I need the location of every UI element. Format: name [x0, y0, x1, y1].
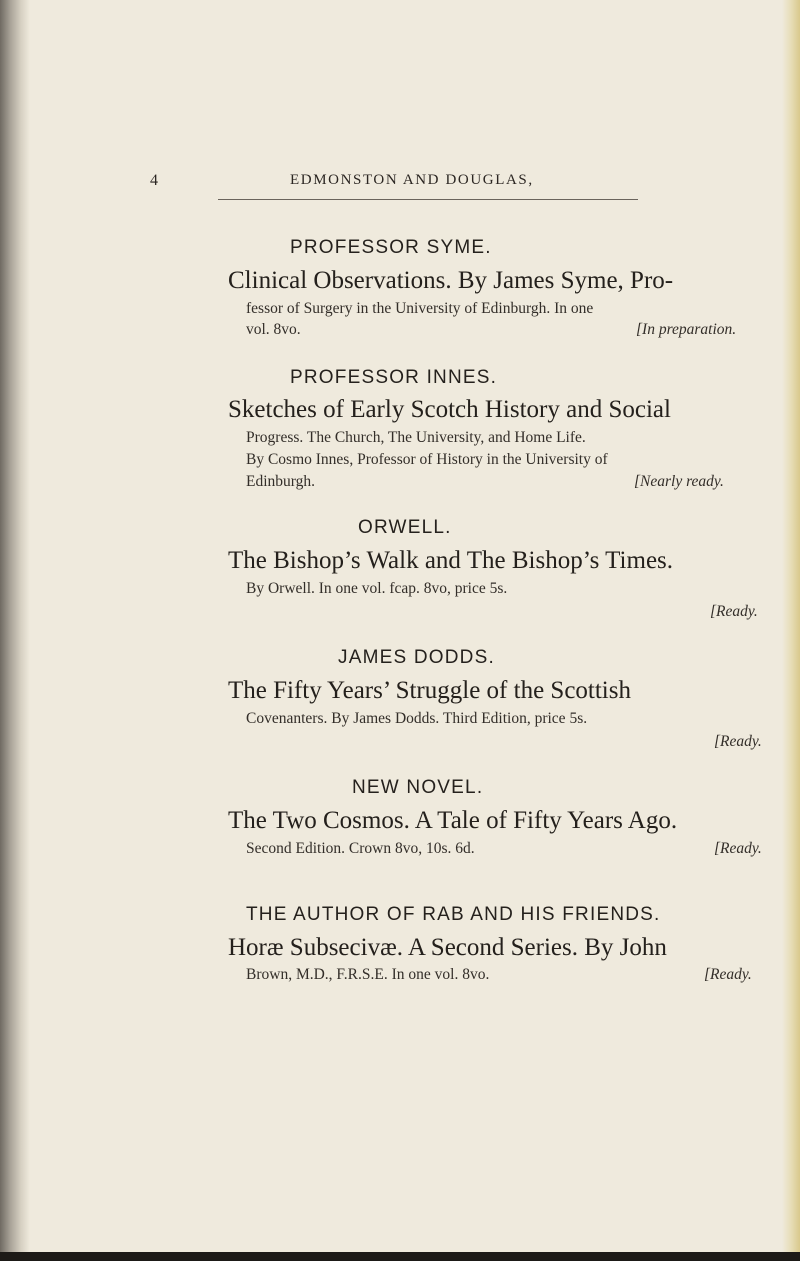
entry-text-line: Edinburgh. [246, 473, 316, 490]
entry-status: [Ready. [710, 603, 758, 620]
entry-title: The Fifty Years’ Struggle of the Scottish [228, 677, 631, 704]
entry-status: [Ready. [714, 840, 762, 857]
entry-title: The Two Cosmos. A Tale of Fifty Years Ago. [228, 807, 678, 834]
entry-text-line: By Orwell. In one vol. fcap. 8vo, price 5s. [246, 580, 508, 597]
entry-title: The Bishop’s Walk and The Bishop’s Times. [228, 547, 674, 574]
section-heading: PROFESSOR SYME. [290, 237, 492, 258]
entry-text-line: fessor of Surgery in the University of Edinburgh. In one [246, 300, 594, 317]
entry-text-line: By Cosmo Innes, Professor of History in the University of [246, 451, 608, 468]
section-heading: PROFESSOR INNES. [290, 367, 498, 388]
running-head [150, 172, 790, 202]
section-heading: NEW NOVEL. [352, 777, 484, 798]
entry-status: [In preparation. [636, 321, 737, 338]
section-heading: THE AUTHOR OF RAB AND HIS FRIENDS. [246, 904, 661, 925]
entry-status: [Nearly ready. [634, 473, 724, 490]
entry-text-line: Brown, M.D., F.R.S.E. In one vol. 8vo. [246, 966, 490, 983]
section-heading: JAMES DODDS. [338, 647, 495, 668]
entry-text-line: Second Edition. Crown 8vo, 10s. 6d. [246, 840, 475, 857]
page-number: 4 [150, 172, 159, 189]
entry-status: [Ready. [704, 966, 752, 983]
section-heading: ORWELL. [358, 517, 452, 538]
running-title: EDMONSTON AND DOUGLAS, [290, 172, 534, 188]
entry-text-line: Covenanters. By James Dodds. Third Edition, price 5s. [246, 710, 588, 727]
entry-text-line: vol. 8vo. [246, 321, 301, 338]
entry-status: [Ready. [714, 733, 762, 750]
entry-text-line: Progress. The Church, The University, and Home Life. [246, 429, 586, 446]
entry-title: Clinical Observations. By James Syme, Pro- [228, 267, 674, 294]
entry-title: Sketches of Early Scotch History and Social [228, 396, 671, 423]
entry-title: Horæ Subsecivæ. A Second Series. By John [228, 934, 667, 961]
header-rule [218, 199, 638, 200]
